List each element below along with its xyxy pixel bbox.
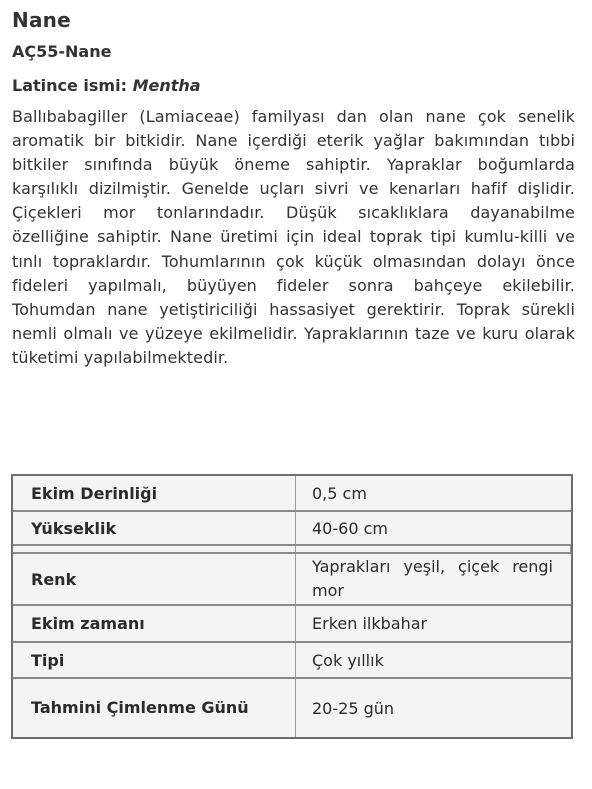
table-row <box>13 643 571 679</box>
product-code: AÇ55-Nane <box>12 42 112 61</box>
row-key: Renk <box>13 554 296 606</box>
latin-name-line <box>12 76 201 95</box>
table-row <box>13 476 571 512</box>
table-row <box>13 512 571 546</box>
plant-info-table <box>11 474 573 739</box>
table-spacer <box>13 546 571 554</box>
table-row <box>13 606 571 643</box>
row-value: 0,5 cm <box>296 476 571 512</box>
table-row <box>13 679 571 737</box>
row-key: Tipi <box>13 643 296 679</box>
spacer-cell <box>13 546 296 554</box>
row-value: 20-25 gün <box>296 679 571 737</box>
row-key: Yükseklik <box>13 512 296 546</box>
spacer-cell <box>296 546 571 554</box>
row-value: Erken ilkbahar <box>296 606 571 643</box>
row-value: Çok yıllık <box>296 643 571 679</box>
row-value: 40-60 cm <box>296 512 571 546</box>
page-title: Nane <box>12 8 71 32</box>
row-key: Ekim zamanı <box>13 606 296 643</box>
latin-label: Latince ismi: <box>12 76 127 95</box>
row-key: Ekim Derinliği <box>13 476 296 512</box>
latin-name: Mentha <box>132 76 201 95</box>
row-value: Yaprakları yeşil, çiçek rengi mor <box>296 554 571 606</box>
table-row <box>13 554 571 606</box>
product-description: Ballıbabagiller (Lamiaceae) familyası dan olan nane çok senelik aromatik bir bitkidir. Nane içerdiği eterik yağlar bakımından tıbbi bitkiler sınıfında büyük öneme sahiptir. Yapraklar boğumlarda karşılıklı dizilmiştir. Genelde uçları sivri ve kenarları hafif dişlidir. Çiçekleri mor tonlarındadır. Düşük sıcaklıklara dayanabilme özelliğine sahiptir. Nane üretimi için ideal toprak tipi kumlu-killi ve tınlı topraklardır. Tohumlarının çok küçük olmasından dolayı önce fideleri yapılmalı, büyüyen fideler sonra bahçeye ekilebilir. Tohumdan nane yetiştiriciliği hassasiyet gerektirir. Toprak sürekli nemli olmalı ve yüzeye ekilmelidir. Yapraklarının taze ve kuru olarak tüketimi yapılabilmektedir. <box>12 107 575 367</box>
row-key: Tahmini Çimlenme Günü <box>13 679 296 737</box>
